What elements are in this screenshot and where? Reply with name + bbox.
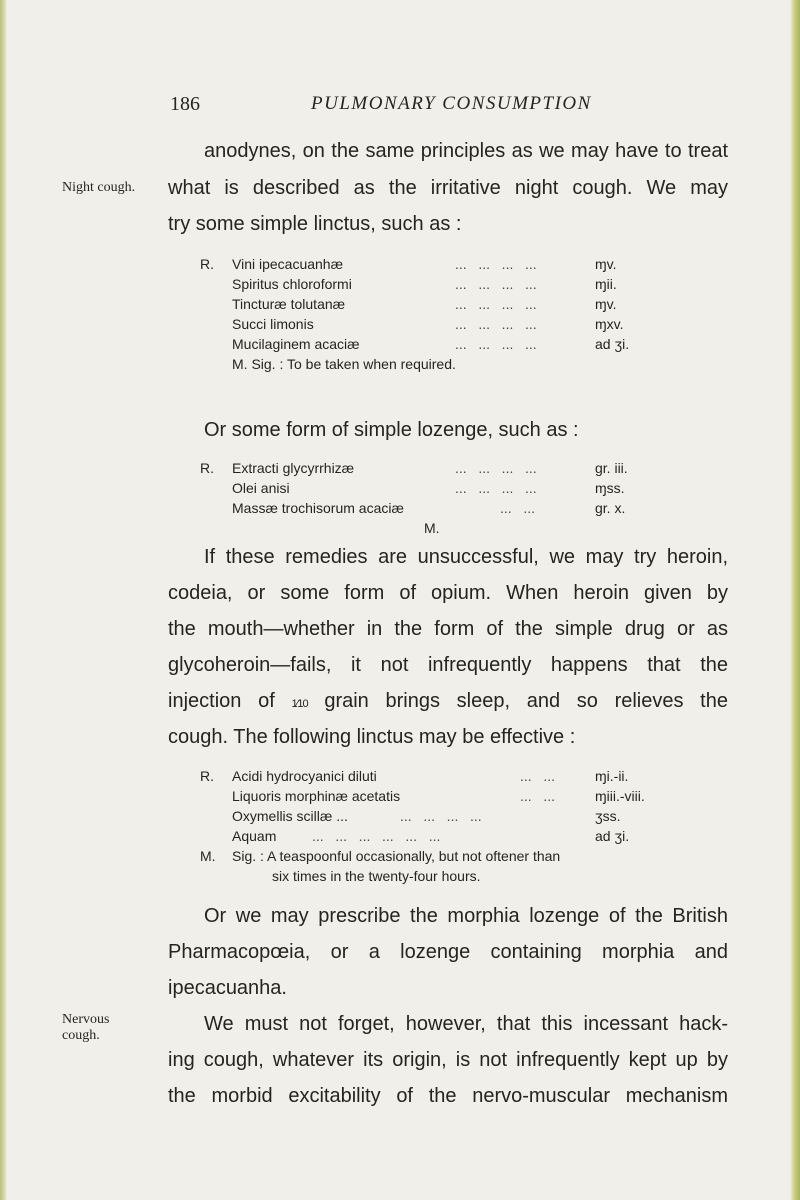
rx3-sig-line-2: six times in the twenty-four hours. <box>272 868 481 884</box>
leader-dots: ... ... ... ... ... ... <box>312 828 441 844</box>
para3-line-5 <box>168 686 728 719</box>
running-title: PULMONARY CONSUMPTION <box>311 93 592 114</box>
prescription-lozenge <box>200 458 670 538</box>
fraction-one-tenth: 1⁄10 <box>291 698 308 710</box>
rx2-ingredient: Extracti glycyrrhizæ <box>232 460 355 476</box>
margin-note-nervous-cough <box>62 1012 162 1044</box>
rx1-quantity: ad ʒi. <box>595 336 630 352</box>
rx2-ingredient: Massæ trochisorum acaciæ <box>232 500 404 516</box>
rx1-row <box>200 314 670 334</box>
para3-line-5-start: injection of <box>168 690 275 712</box>
leader-dots: ... ... <box>520 768 556 784</box>
rx3-quantity: ɱiii.-viii. <box>595 788 645 804</box>
rx3-quantity: ʒss. <box>595 808 621 824</box>
recipe-symbol: R. <box>200 460 214 476</box>
page-number: 186 <box>170 93 200 115</box>
rx1-quantity: ɱxv. <box>595 316 624 332</box>
para3-line-2: codeia, or some form of opium. When heroin given by <box>168 582 728 604</box>
leader-dots: ... ... <box>500 500 536 516</box>
page-edge-left <box>0 0 7 1200</box>
para5-line-1: We must not forget, however, that this incessant hack- <box>204 1013 728 1035</box>
prescription-linctus <box>200 254 670 374</box>
rx1-ingredient: Succi limonis <box>232 316 314 332</box>
rx3-row <box>200 766 670 786</box>
rx3-signature-cont <box>200 866 670 886</box>
rx3-quantity: ɱi.-ii. <box>595 768 629 784</box>
rx3-row <box>200 786 670 806</box>
rx1-ingredient: Tincturæ tolutanæ <box>232 296 346 312</box>
para3-line-6: cough. The following linctus may be effective : <box>168 726 576 748</box>
margin-note-night-cough: Night cough. <box>62 180 136 195</box>
rx1-quantity: ɱii. <box>595 276 617 292</box>
rx3-ingredient: Liquoris morphinæ acetatis <box>232 788 401 804</box>
rx3-ingredient: Acidi hydrocyanici diluti <box>232 768 377 784</box>
rx3-row <box>200 806 670 826</box>
rx2-signature <box>200 518 670 538</box>
leader-dots: ... ... ... ... <box>455 336 537 352</box>
rx3-m: M. <box>200 848 216 864</box>
rx2-row <box>200 498 670 518</box>
leader-dots: ... ... ... ... <box>455 256 537 272</box>
para1-line-3: try some simple linctus, such as : <box>168 213 462 235</box>
rx2-quantity: gr. x. <box>595 500 626 516</box>
leader-dots: ... ... ... ... <box>455 296 537 312</box>
leader-dots: ... ... ... ... <box>455 316 537 332</box>
recipe-symbol: R. <box>200 768 214 784</box>
rx3-ingredient: Oxymellis scillæ ... <box>232 808 348 824</box>
rx2-ingredient: Olei anisi <box>232 480 290 496</box>
para4-line-3: ipecacuanha. <box>168 977 287 999</box>
para5-line-2: ing cough, whatever its origin, is not infrequently kept up by <box>168 1049 728 1071</box>
para3-line-3: the mouth—whether in the form of the simple drug or as <box>168 618 728 640</box>
para2-line: Or some form of simple lozenge, such as : <box>204 419 579 441</box>
rx3-sig-line-1: Sig. : A teaspoonful occasionally, but not oftener than <box>232 848 561 864</box>
rx3-quantity: ad ʒi. <box>595 828 630 844</box>
rx1-ingredient: Mucilaginem acaciæ <box>232 336 360 352</box>
rx1-signature <box>200 354 670 374</box>
rx1-ingredient: Vini ipecacuanhæ <box>232 256 344 272</box>
rx3-ingredient: Aquam <box>232 828 277 844</box>
para3-line-4: glycoheroin—fails, it not infrequently happens that the <box>168 654 728 676</box>
margin-note-nervous-line-1: Nervous <box>62 1012 110 1027</box>
rx1-sig-text: M. Sig. : To be taken when required. <box>232 356 456 372</box>
recipe-symbol: R. <box>200 256 214 272</box>
para3-line-1: If these remedies are unsuccessful, we may try heroin, <box>204 546 728 568</box>
page-edge-right <box>790 0 800 1200</box>
rx3-row <box>200 826 670 846</box>
leader-dots: ... ... ... ... <box>455 460 537 476</box>
margin-note-nervous-line-2: cough. <box>62 1028 100 1043</box>
rx2-row <box>200 458 670 478</box>
leader-dots: ... ... <box>520 788 556 804</box>
rx1-ingredient: Spiritus chloroformi <box>232 276 352 292</box>
leader-dots: ... ... ... ... <box>455 276 537 292</box>
rx1-quantity: ɱv. <box>595 256 617 272</box>
para4-line-1: Or we may prescribe the morphia lozenge of the British <box>204 905 728 927</box>
para4-line-2: Pharmacopœia, or a lozenge containing morphia and <box>168 941 728 963</box>
rx2-quantity: gr. iii. <box>595 460 628 476</box>
para1-line-2: what is described as the irritative night cough. We may <box>168 177 728 199</box>
rx2-m: M. <box>424 520 440 536</box>
prescription-morphia-linctus <box>200 766 670 886</box>
rx3-signature <box>200 846 670 866</box>
running-head <box>168 93 728 123</box>
para5-line-3: the morbid excitability of the nervo-muscular mechanism <box>168 1085 728 1107</box>
para3-line-5-end: grain brings sleep, and so relieves the <box>324 690 728 712</box>
para1-line-1: anodynes, on the same principles as we may have to treat <box>204 140 728 162</box>
leader-dots: ... ... ... ... <box>455 480 537 496</box>
rx1-row <box>200 334 670 354</box>
rx2-row <box>200 478 670 498</box>
rx1-row <box>200 294 670 314</box>
rx2-quantity: ɱss. <box>595 480 625 496</box>
rx1-quantity: ɱv. <box>595 296 617 312</box>
leader-dots: ... ... ... ... <box>400 808 482 824</box>
rx1-row <box>200 254 670 274</box>
rx1-row <box>200 274 670 294</box>
